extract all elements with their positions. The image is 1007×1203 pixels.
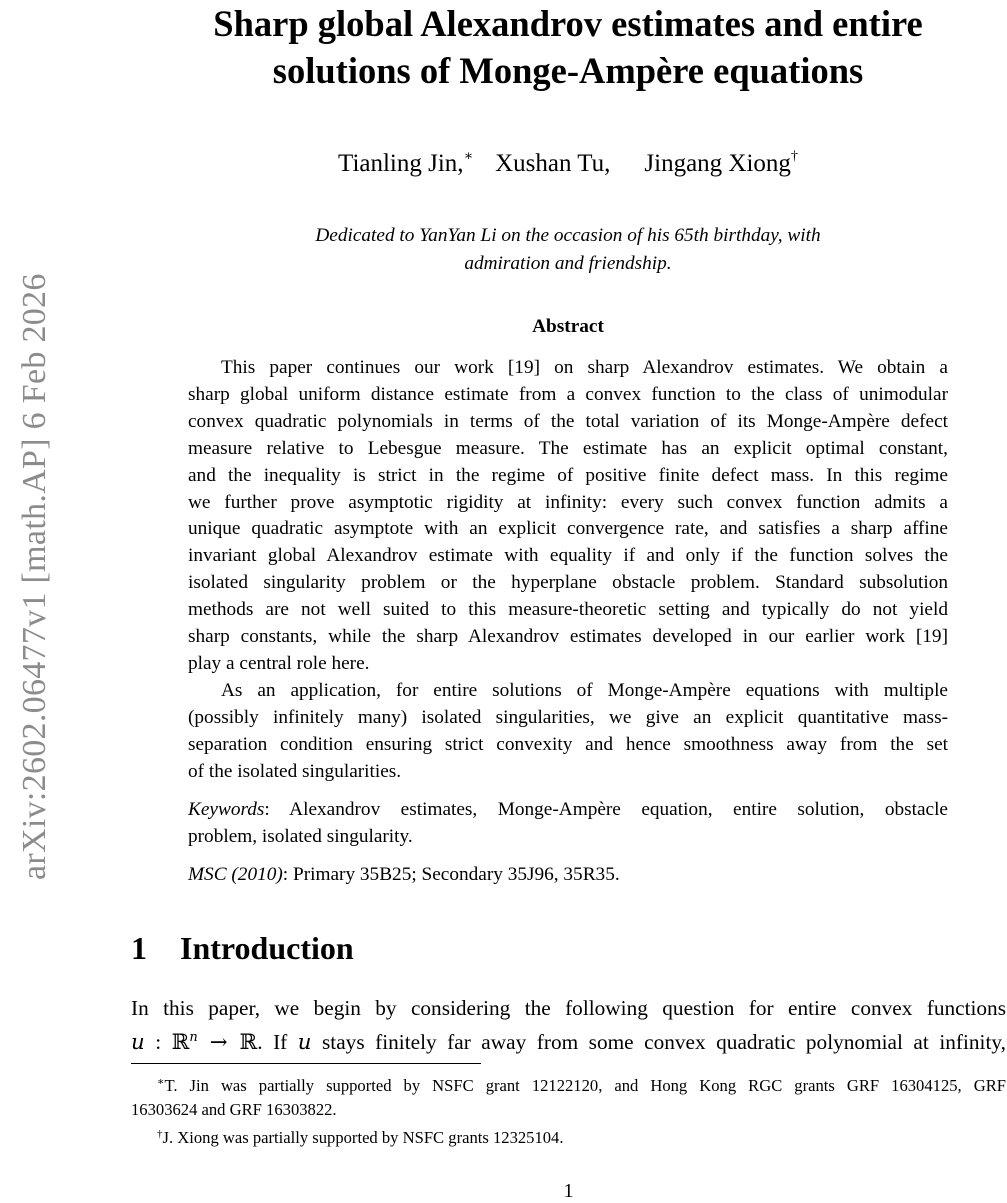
keywords-line	[188, 797, 948, 824]
dedication-line: Dedicated to YanYan Li on the occasion of his 65th birthday, with	[315, 225, 821, 246]
math-colon: :	[144, 1030, 172, 1055]
author-name: Jingang Xiong	[644, 150, 791, 177]
text-line: This paper continues our work [19] on sharp Alexandrov estimates. We obtain a	[221, 357, 948, 378]
text-line: In this paper, we begin by considering the following question for entire convex functions	[131, 996, 1006, 1020]
intro-paragraph	[131, 994, 1006, 1057]
text-line: convex quadratic polynomials in terms of the total variation of its Monge-Ampère defect	[188, 410, 948, 432]
footnote-text: T. Jin was partially supported by NSFC grant 12122120, and Hong Kong RGC grants GRF 16304125, GRF	[164, 1076, 1006, 1095]
page-number: 1	[563, 1180, 574, 1202]
text-line: we further prove asymptotic rigidity at infinity: every such convex function admits a	[188, 491, 948, 513]
section-heading	[131, 930, 354, 967]
footnote	[131, 1070, 1006, 1098]
text-run: . If	[257, 1030, 298, 1055]
keywords-label: Keywords	[188, 799, 265, 820]
dedication	[188, 222, 948, 278]
msc-label: MSC (2010)	[188, 864, 283, 885]
text-line: unique quadratic asymptote with an explicit convergence rate, and satisfies a sharp affine	[188, 518, 948, 540]
footnote-mark: †	[157, 1128, 163, 1140]
msc-classification	[188, 862, 948, 889]
footnote-text: J. Xiong was partially supported by NSFC grants 12325104.	[162, 1128, 564, 1147]
text-run: stays finitely far away from some convex quadratic polynomial at infinity,	[311, 1030, 1006, 1055]
text-line: sharp global uniform distance estimate from a convex function to the class of unimodular	[188, 383, 948, 405]
section-title: Introduction	[180, 930, 354, 966]
math-set: ℝ	[239, 1030, 258, 1056]
paper-title	[130, 0, 1006, 94]
abstract-body	[188, 355, 948, 786]
dedication-line: admiration and friendship.	[464, 253, 672, 274]
msc-text: : Primary 35B25; Secondary 35J96, 35R35.	[282, 864, 620, 885]
text-line: methods are not well suited to this measure-theoretic setting and typically do not yield	[188, 599, 948, 621]
author-name: Tianling Jin,	[338, 150, 464, 177]
arxiv-stamp: arXiv:2602.06477v1 [math.AP] 6 Feb 2026	[16, 273, 53, 880]
text-line: As an application, for entire solutions of Monge-Ampère equations with multiple	[221, 679, 948, 701]
text-line: (possibly infinitely many) isolated singularities, we give an explicit quantitative mass-	[188, 706, 948, 728]
math-arrow: →	[197, 1030, 240, 1056]
text-line: isolated singularity problem or the hyperplane obstacle problem. Standard subsolution	[188, 572, 948, 594]
footnote-text: 16303624 and GRF 16303822.	[131, 1100, 337, 1119]
footnote-mark[interactable]: ∗	[463, 149, 474, 164]
math-exponent: n	[189, 1030, 198, 1045]
title-line-2: solutions of Monge-Ampère equations	[272, 50, 864, 91]
footnote-divider	[131, 1063, 481, 1064]
text-line: measure relative to Lebesgue measure. The estimate has an explicit optimal constant,	[188, 437, 948, 459]
math-variable: u	[131, 1030, 145, 1056]
text-line: play a central role here.	[188, 652, 370, 674]
keywords-line: problem, isolated singularity.	[188, 825, 413, 847]
text-line: and the inequality is strict in the regime of positive finite defect mass. In this regime	[188, 464, 948, 486]
keywords-text: : Alexandrov estimates, Monge-Ampère equation, entire solution, obstacle	[264, 799, 948, 820]
author-name: Xushan Tu,	[495, 150, 611, 177]
text-line: invariant global Alexandrov estimate with equality if and only if the function solves the	[188, 545, 948, 567]
math-variable: u	[297, 1030, 312, 1056]
abstract-paragraph	[188, 678, 948, 786]
keywords	[188, 797, 948, 851]
math-set: ℝ	[171, 1030, 190, 1056]
footnote-mark: ∗	[157, 1076, 165, 1088]
section-number: 1	[131, 930, 147, 966]
author-list	[130, 148, 1006, 178]
footnote-mark[interactable]: †	[790, 149, 798, 164]
text-line: of the isolated singularities.	[188, 760, 402, 782]
text-line: separation condition ensuring strict convexity and hence smoothness away from the set	[188, 733, 948, 755]
footnote	[131, 1122, 1006, 1150]
footnotes	[131, 1070, 1006, 1150]
abstract-heading: Abstract	[532, 316, 604, 337]
title-line-1: Sharp global Alexandrov estimates and entire	[213, 3, 923, 44]
abstract-paragraph	[188, 355, 948, 678]
text-line: sharp constants, while the sharp Alexandrov estimates developed in our earlier work [19]	[188, 626, 948, 648]
text-line	[131, 1023, 1006, 1057]
